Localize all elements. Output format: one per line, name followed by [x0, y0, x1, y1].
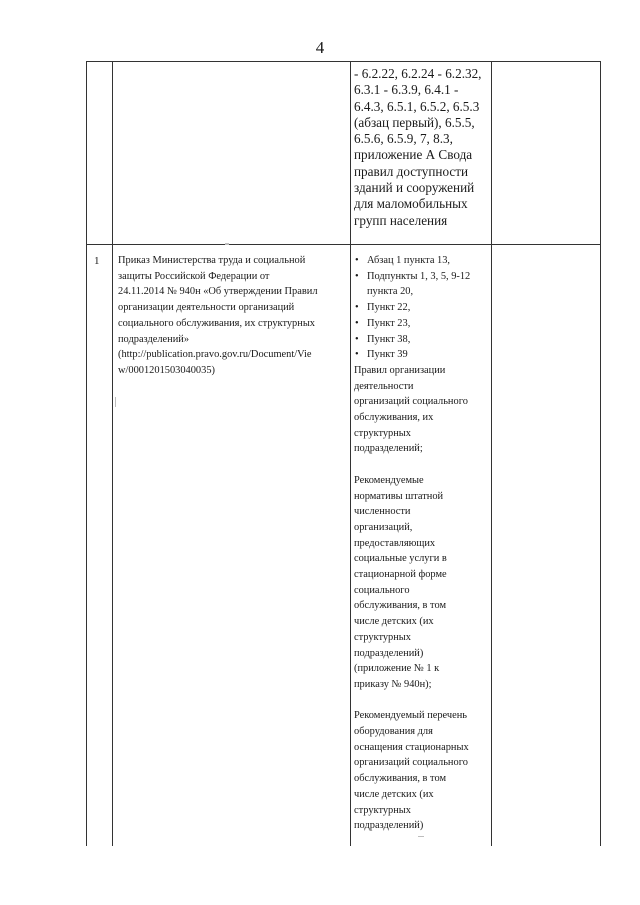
text-line: для маломобильных	[354, 196, 468, 212]
text-line: подразделений»	[118, 333, 190, 345]
document-url-line: w/0001201503040035)	[118, 364, 215, 376]
column-divider-doc	[350, 61, 351, 846]
text-line: Рекомендуемый перечень	[354, 710, 468, 722]
bullet-item: • Пункт 23,	[354, 316, 490, 332]
bullet-item: • Пункт 39	[354, 347, 490, 363]
text-line: приказу № 940н);	[354, 678, 432, 690]
paragraph-gap	[354, 693, 490, 709]
text-line: 6.5.6, 6.5.9, 7, 8.3,	[354, 131, 453, 147]
text-line: 6.4.3, 6.5.1, 6.5.2, 6.5.3	[354, 98, 480, 114]
text-line: числе детских (их	[354, 616, 434, 628]
text-line: обслуживания, в том	[354, 773, 447, 785]
column-divider-left	[86, 61, 87, 846]
row-divider	[86, 244, 601, 245]
text-line: структурных	[354, 804, 411, 816]
bullet-item: • Подпункты 1, 3, 5, 9-12	[354, 269, 490, 285]
text-line: численности	[354, 506, 411, 518]
text-line: 6.3.1 - 6.3.9, 6.4.1 -	[354, 82, 459, 98]
text-line: зданий и сооружений	[354, 180, 475, 196]
paragraph-equipment-list	[354, 708, 490, 834]
text-line: 24.11.2014 № 940н «Об утверждении Правил	[118, 286, 318, 298]
text-line: числе детских (их	[354, 788, 434, 800]
text-line: обслуживания, их	[354, 412, 434, 424]
applicable-items-cell	[354, 253, 490, 834]
text-line: подразделений)	[354, 647, 424, 659]
page-number: 4	[315, 38, 325, 57]
bullet-list	[354, 253, 490, 363]
text-line: организаций социального	[354, 396, 468, 408]
text-line: подразделений;	[354, 443, 423, 455]
text-line: организации деятельности организаций	[118, 302, 295, 314]
text-line: оборудования для	[354, 726, 433, 738]
column-divider-num	[112, 61, 113, 846]
scan-mark	[418, 836, 424, 837]
paragraph-rules	[354, 363, 490, 457]
text-line: - 6.2.22, 6.2.24 - 6.2.32,	[354, 66, 482, 81]
text-line: (абзац первый), 6.5.5,	[354, 114, 475, 130]
text-line: оснащения стационарных	[354, 741, 469, 753]
text-line: социального	[354, 584, 410, 596]
bullet-item: • Абзац 1 пункта 13,	[354, 253, 490, 269]
paragraph-gap	[354, 457, 490, 473]
text-line: деятельности	[354, 380, 414, 392]
text-line: структурных	[354, 427, 411, 439]
document-reference-cell	[118, 253, 348, 379]
table-border-top	[86, 61, 601, 62]
document-url-line: (http://publication.pravo.gov.ru/Document/Vie	[118, 349, 312, 361]
text-line: приложение А Свода	[354, 147, 473, 163]
text-line: (приложение № 1 к	[354, 663, 440, 675]
text-line: социального обслуживания, их структурных	[118, 317, 315, 329]
text-line: стационарной форме	[354, 569, 447, 581]
text-line: защиты Российской Федерации от	[118, 270, 270, 282]
paragraph-staffing-norms	[354, 473, 490, 693]
text-line: обслуживания, в том	[354, 600, 447, 612]
continued-row-items-cell	[354, 66, 489, 229]
text-line: групп населения	[354, 212, 448, 228]
text-line: Рекомендуемые	[354, 474, 424, 486]
bullet-continuation: пункта 20,	[367, 286, 414, 298]
bullet-item: • Пункт 22,	[354, 300, 490, 316]
text-line: Приказ Министерства труда и социальной	[118, 255, 306, 266]
text-line: Правил организации	[354, 364, 446, 376]
text-line: нормативы штатной	[354, 490, 444, 502]
scan-mark	[115, 397, 116, 407]
text-line: предоставляющих	[354, 537, 436, 549]
text-line: социальные услуги в	[354, 553, 447, 565]
scan-mark	[225, 243, 229, 245]
text-line: организаций социального	[354, 757, 468, 769]
column-divider-items	[491, 61, 492, 846]
bullet-item: • Пункт 38,	[354, 332, 490, 348]
text-line: правил доступности	[354, 163, 469, 179]
text-line: организаций,	[354, 521, 413, 533]
row-number-cell: 1	[94, 255, 100, 267]
text-line: подразделений)	[354, 820, 424, 832]
text-line: структурных	[354, 631, 411, 643]
column-divider-right	[600, 61, 601, 846]
